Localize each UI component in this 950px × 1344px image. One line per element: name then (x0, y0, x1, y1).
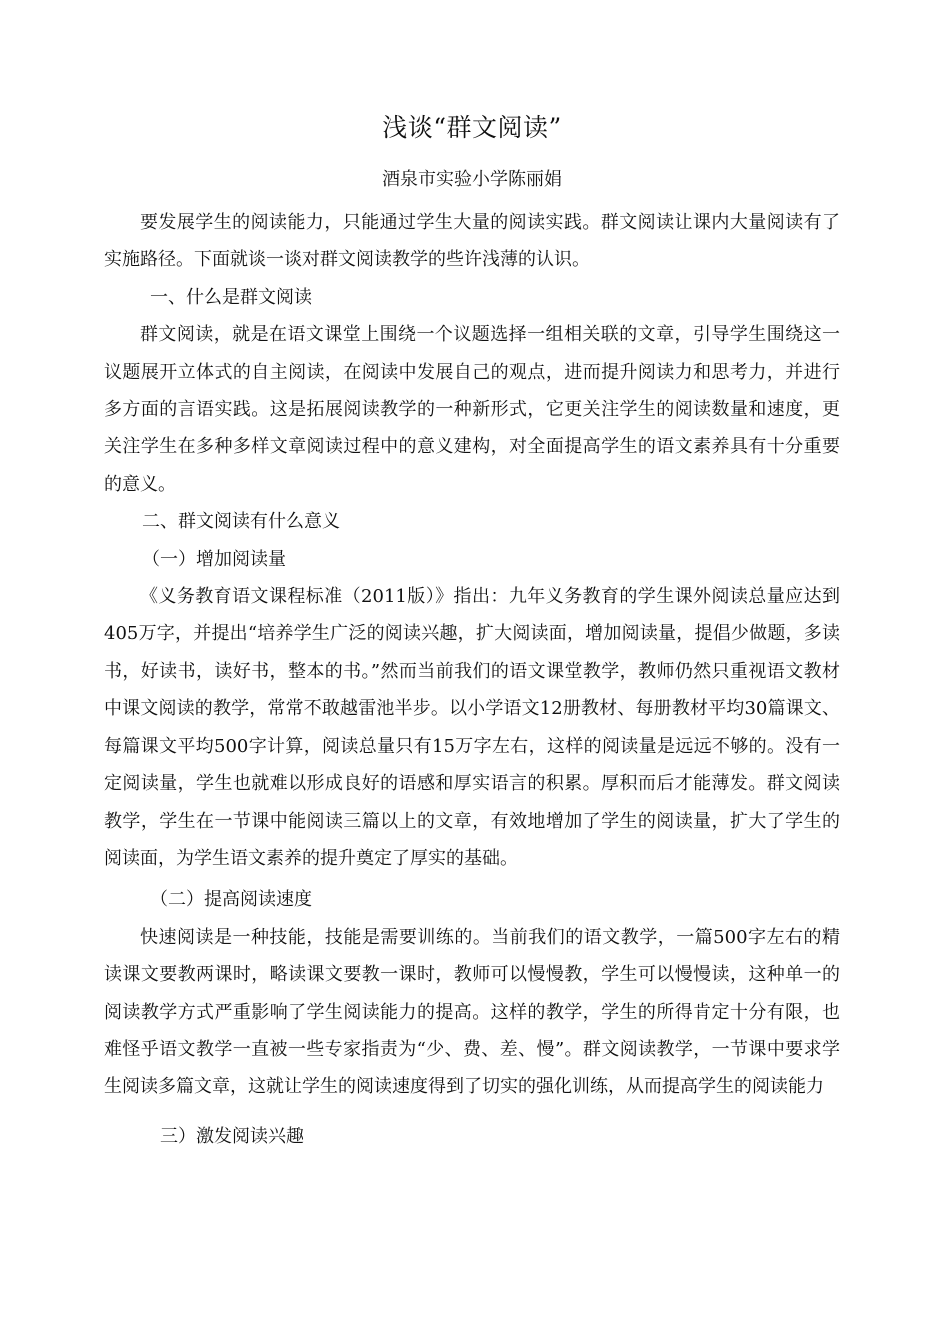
subsection-heading-reading-interest: 三）激发阅读兴趣 (160, 1125, 304, 1147)
intro-paragraph: 要发展学生的阅读能力，只能通过学生大量的阅读实践。群文阅读让课内大量阅读有了实施路径。下面就谈一谈对群文阅读教学的些许浅薄的认识。 (104, 212, 840, 271)
subsection-body-increase-volume: 《义务教育语文课程标准（2011版）》指出：九年义务教育的学生课外阅读总量应达到405万字，并提出“培养学生广泛的阅读兴趣，扩大阅读面，增加阅读量，提倡少做题，多读书，好读书，读好书，整本的书。”然而当前我们的语文课堂教学，教师仍然只重视语文教材中课文阅读的教学，常常不敢越雷池半步。以小学语文12册教材、每册教材平均30篇课文、每篇课文平均500字计算，阅读总量只有15万字左右，这样的阅读量是远远不够的。没有一定阅读量，学生也就难以形成良好的语感和厚实语言的积累。厚积而后才能薄发。群文阅读教学，学生在一节课中能阅读三篇以上的文章，有效地增加了学生的阅读量，扩大了学生的阅读面，为学生语文素养的提升奠定了厚实的基础。 (104, 586, 840, 869)
subsection-body-reading-speed: 快速阅读是一种技能，技能是需要训练的。当前我们的语文教学，一篇500字左右的精读课文要教两课时，略读课文要教一课时，教师可以慢慢教，学生可以慢慢读，这种单一的阅读教学方式严重影响了学生阅读能力的提高。这样的教学，学生的所得肯定十分有限，也难怪乎语文教学一直被一些专家指责为“少、费、差、慢”。群文阅读教学，一节课中要求学生阅读多篇文章，这就让学生的阅读速度得到了切实的强化训练，从而提高学生的阅读能力 (104, 926, 840, 1098)
section-heading-what-is: 一、什么是群文阅读 (150, 286, 312, 308)
subsection-heading-reading-speed: （二）提高阅读速度 (150, 889, 312, 911)
section-body-what-is: 群文阅读，就是在语文课堂上围绕一个议题选择一组相关联的文章，引导学生围绕这一议题展开立体式的自主阅读，在阅读中发展自己的观点，进而提升阅读力和思考力，并进行多方面的言语实践。这是拓展阅读教学的一种新形式，它更关注学生的阅读数量和速度，更关注学生在多种多样文章阅读过程中的意义建构，对全面提高学生的语文素养具有十分重要的意义。 (104, 324, 840, 495)
document-title: 浅谈“群文阅读” (382, 113, 562, 142)
subsection-heading-increase-volume: （一）增加阅读量 (142, 548, 286, 570)
section-heading-significance: 二、群文阅读有什么意义 (142, 511, 340, 533)
author-line: 酒泉市实验小学陈丽娟 (382, 169, 562, 190)
